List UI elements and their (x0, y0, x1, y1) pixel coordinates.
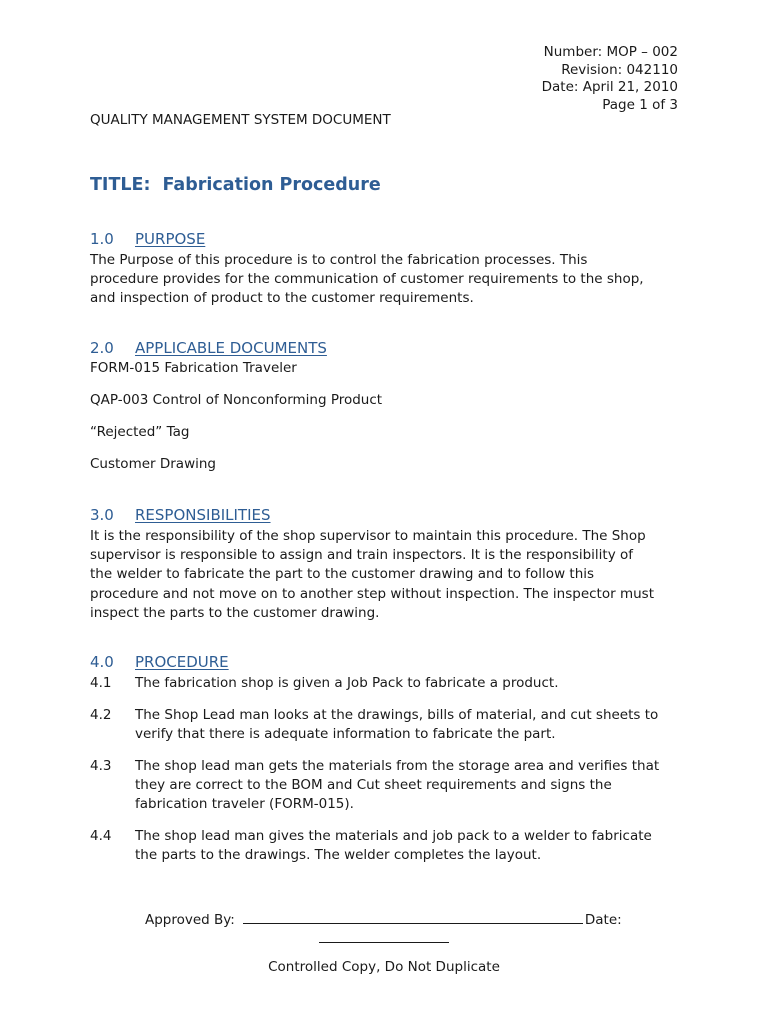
section-number: 3.0 (90, 506, 114, 524)
title-text: Fabrication Procedure (162, 175, 381, 195)
step-number: 4.4 (90, 828, 112, 844)
section-number: 1.0 (90, 230, 114, 248)
document-date: Date: April 21, 2010 (541, 79, 678, 95)
section-heading-purpose (90, 230, 205, 248)
step-line: the parts to the drawings. The welder completes the layout. (135, 847, 542, 864)
step-line: The Shop Lead man looks at the drawings, bills of material, and cut sheets to (135, 707, 659, 723)
step-text (135, 757, 659, 815)
paragraph-line: It is the responsibility of the shop supervisor to maintain this procedure. The Shop (90, 528, 646, 544)
step-text (135, 706, 658, 744)
purpose-paragraph (90, 251, 690, 309)
document-header-meta (542, 44, 678, 114)
applicable-document-item: FORM-015 Fabrication Traveler (90, 360, 297, 376)
section-heading-procedure (90, 653, 229, 671)
revision: Revision: 042110 (561, 61, 678, 78)
document-type: QUALITY MANAGEMENT SYSTEM DOCUMENT (90, 112, 391, 128)
paragraph-line: and inspection of product to the customer requirements. (90, 290, 474, 307)
paragraph-line: The Purpose of this procedure is to control the fabrication processes. This (90, 252, 588, 268)
step-line: fabrication traveler (FORM-015). (135, 796, 354, 813)
paragraph-line: inspect the parts to the customer drawing. (90, 604, 380, 621)
section-number: 4.0 (90, 653, 114, 671)
page-title (90, 175, 381, 195)
footer-notice: Controlled Copy, Do Not Duplicate (268, 959, 500, 975)
step-line: verify that there is adequate information to fabricate the part. (135, 726, 556, 743)
section-label: RESPONSIBILITIES (135, 506, 271, 524)
approved-by-signature-blank[interactable] (243, 910, 583, 924)
paragraph-line: supervisor is responsible to assign and train inspectors. It is the responsibility of (90, 547, 634, 564)
step-number: 4.1 (90, 675, 112, 691)
step-line: they are correct to the BOM and Cut sheet requirements and signs the (135, 777, 612, 794)
title-prefix: TITLE: (90, 175, 151, 195)
approval-date-blank[interactable] (319, 929, 449, 943)
section-heading-applicable-documents (90, 339, 327, 357)
step-line: The fabrication shop is given a Job Pack to fabricate a product. (135, 675, 559, 691)
applicable-document-item: QAP-003 Control of Nonconforming Product (90, 392, 383, 408)
page-number: Page 1 of 3 (602, 96, 678, 113)
section-label: APPLICABLE DOCUMENTS (135, 339, 327, 357)
responsibilities-paragraph (90, 527, 690, 623)
paragraph-line: procedure provides for the communication of customer requirements to the shop, (90, 271, 644, 288)
approved-by-label: Approved By: (145, 912, 235, 928)
approval-line (145, 910, 622, 928)
section-label: PROCEDURE (135, 653, 229, 671)
section-label: PURPOSE (135, 230, 206, 248)
step-number: 4.2 (90, 707, 112, 723)
section-heading-responsibilities (90, 506, 271, 524)
step-line: The shop lead man gives the materials and job pack to a welder to fabricate (135, 828, 652, 844)
approval-date-label: Date: (584, 912, 622, 928)
section-number: 2.0 (90, 339, 114, 357)
document-number: Number: MOP – 002 (543, 44, 678, 60)
step-line: The shop lead man gets the materials from the storage area and verifies that (135, 758, 660, 774)
step-text (135, 827, 652, 865)
step-text (135, 674, 559, 693)
step-number: 4.3 (90, 758, 112, 774)
applicable-document-item: “Rejected” Tag (90, 424, 190, 440)
applicable-document-item: Customer Drawing (90, 456, 217, 472)
paragraph-line: the welder to fabricate the part to the customer drawing and to follow this (90, 566, 595, 583)
paragraph-line: procedure and not move on to another step without inspection. The inspector must (90, 585, 654, 602)
